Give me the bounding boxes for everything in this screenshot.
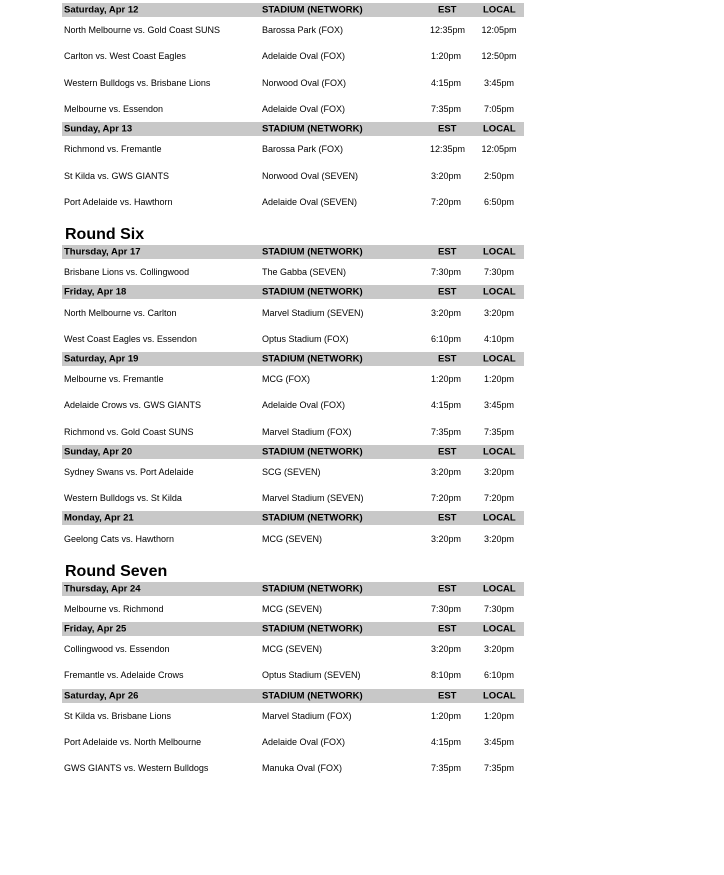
match-cell: Richmond vs. Gold Coast SUNS — [64, 426, 194, 437]
stadium-column-header: STADIUM (NETWORK) — [262, 583, 363, 595]
match-cell: Collingwood vs. Essendon — [64, 644, 170, 655]
match-cell: GWS GIANTS vs. Western Bulldogs — [64, 763, 209, 774]
venue-cell: Marvel Stadium (FOX) — [262, 426, 352, 437]
venue-cell: Adelaide Oval (SEVEN) — [262, 196, 358, 207]
local-column-header: LOCAL — [483, 123, 516, 135]
game-row — [62, 162, 524, 188]
stadium-column-header: STADIUM (NETWORK) — [262, 353, 363, 365]
est-time-cell: 4:15pm — [430, 737, 462, 748]
match-cell: St Kilda vs. GWS GIANTS — [64, 170, 170, 181]
est-time-cell: 3:20pm — [430, 307, 462, 318]
local-time-cell: 7:35pm — [483, 426, 515, 437]
round-title: Round Six — [65, 226, 145, 244]
match-cell: Brisbane Lions vs. Collingwood — [64, 267, 190, 278]
venue-cell: Manuka Oval (FOX) — [262, 763, 343, 774]
venue-cell: Adelaide Oval (FOX) — [262, 104, 346, 115]
round-heading — [62, 552, 524, 582]
est-time-cell: 12:35pm — [430, 144, 466, 155]
local-column-header: LOCAL — [483, 623, 516, 635]
est-time-cell: 3:20pm — [430, 170, 462, 181]
match-cell: Melbourne vs. Richmond — [64, 603, 164, 614]
est-column-header: EST — [438, 623, 457, 635]
game-row — [62, 662, 524, 688]
local-time-cell: 12:05pm — [481, 144, 517, 155]
venue-cell: Adelaide Oval (FOX) — [262, 737, 346, 748]
est-time-cell: 3:20pm — [430, 644, 462, 655]
est-column-header: EST — [438, 512, 457, 524]
est-time-cell: 7:30pm — [430, 267, 462, 278]
match-cell: North Melbourne vs. Gold Coast SUNS — [64, 25, 221, 36]
local-time-cell: 7:05pm — [483, 104, 515, 115]
venue-cell: Barossa Park (FOX) — [262, 144, 344, 155]
est-time-cell: 1:20pm — [430, 374, 462, 385]
day-label: Saturday, Apr 19 — [64, 353, 139, 365]
est-column-header: EST — [438, 446, 457, 458]
est-column-header: EST — [438, 246, 457, 258]
game-row — [62, 189, 524, 215]
local-time-cell: 2:50pm — [483, 170, 515, 181]
match-cell: Adelaide Crows vs. GWS GIANTS — [64, 400, 202, 411]
day-label: Thursday, Apr 17 — [64, 246, 141, 258]
day-header-row — [62, 511, 524, 525]
day-header-row — [62, 445, 524, 459]
day-label: Friday, Apr 18 — [64, 286, 127, 298]
game-row — [62, 392, 524, 418]
game-row — [62, 525, 524, 551]
game-row — [62, 17, 524, 43]
est-time-cell: 1:20pm — [430, 710, 462, 721]
game-row — [62, 70, 524, 96]
local-time-cell: 3:20pm — [483, 533, 515, 544]
local-column-header: LOCAL — [483, 583, 516, 595]
local-column-header: LOCAL — [483, 286, 516, 298]
game-row — [62, 636, 524, 662]
venue-cell: Adelaide Oval (FOX) — [262, 51, 346, 62]
day-header-row — [62, 622, 524, 636]
game-row — [62, 485, 524, 511]
local-time-cell: 3:45pm — [483, 400, 515, 411]
match-cell: Geelong Cats vs. Hawthorn — [64, 533, 175, 544]
est-time-cell: 8:10pm — [430, 670, 462, 681]
game-row — [62, 259, 524, 285]
stadium-column-header: STADIUM (NETWORK) — [262, 446, 363, 458]
est-time-cell: 6:10pm — [430, 333, 462, 344]
local-column-header: LOCAL — [483, 446, 516, 458]
game-row — [62, 419, 524, 445]
est-column-header: EST — [438, 583, 457, 595]
venue-cell: MCG (FOX) — [262, 374, 310, 385]
venue-cell: Optus Stadium (FOX) — [262, 333, 349, 344]
local-time-cell: 3:20pm — [483, 307, 515, 318]
game-row — [62, 299, 524, 325]
local-column-header: LOCAL — [483, 246, 516, 258]
local-time-cell: 7:30pm — [483, 267, 515, 278]
day-label: Thursday, Apr 24 — [64, 583, 141, 595]
local-time-cell: 7:30pm — [483, 603, 515, 614]
local-time-cell: 6:50pm — [483, 196, 515, 207]
local-time-cell: 4:10pm — [483, 333, 515, 344]
match-cell: Melbourne vs. Essendon — [64, 104, 164, 115]
venue-cell: Norwood Oval (SEVEN) — [262, 170, 359, 181]
match-cell: North Melbourne vs. Carlton — [64, 307, 177, 318]
local-time-cell: 3:20pm — [483, 644, 515, 655]
match-cell: Fremantle vs. Adelaide Crows — [64, 670, 184, 681]
local-time-cell: 7:20pm — [483, 493, 515, 504]
est-time-cell: 7:35pm — [430, 426, 462, 437]
venue-cell: Marvel Stadium (SEVEN) — [262, 307, 364, 318]
venue-cell: Marvel Stadium (SEVEN) — [262, 493, 364, 504]
day-label: Saturday, Apr 12 — [64, 4, 139, 16]
est-column-header: EST — [438, 4, 457, 16]
stadium-column-header: STADIUM (NETWORK) — [262, 690, 363, 702]
day-header-row — [62, 245, 524, 259]
stadium-column-header: STADIUM (NETWORK) — [262, 246, 363, 258]
est-time-cell: 1:20pm — [430, 51, 462, 62]
est-column-header: EST — [438, 123, 457, 135]
game-row — [62, 729, 524, 755]
local-column-header: LOCAL — [483, 4, 516, 16]
day-label: Sunday, Apr 13 — [64, 123, 133, 135]
game-row — [62, 755, 524, 781]
stadium-column-header: STADIUM (NETWORK) — [262, 623, 363, 635]
local-time-cell: 3:45pm — [483, 737, 515, 748]
venue-cell: Barossa Park (FOX) — [262, 25, 344, 36]
game-row — [62, 596, 524, 622]
round-heading — [62, 215, 524, 245]
venue-cell: The Gabba (SEVEN) — [262, 267, 347, 278]
day-header-row — [62, 689, 524, 703]
local-time-cell: 12:50pm — [481, 51, 517, 62]
day-header-row — [62, 3, 524, 17]
venue-cell: SCG (SEVEN) — [262, 467, 321, 477]
est-time-cell: 7:35pm — [430, 763, 462, 774]
local-column-header: LOCAL — [483, 353, 516, 365]
game-row — [62, 459, 524, 485]
est-time-cell: 4:15pm — [430, 400, 462, 411]
est-column-header: EST — [438, 690, 457, 702]
day-label: Saturday, Apr 26 — [64, 690, 139, 702]
day-header-row — [62, 122, 524, 136]
est-time-cell: 4:15pm — [430, 77, 462, 88]
game-row — [62, 326, 524, 352]
local-column-header: LOCAL — [483, 512, 516, 524]
local-time-cell: 12:05pm — [481, 25, 517, 36]
day-label: Monday, Apr 21 — [64, 512, 134, 524]
game-row — [62, 136, 524, 162]
match-cell: Sydney Swans vs. Port Adelaide — [64, 467, 194, 477]
day-header-row — [62, 582, 524, 596]
match-cell: Port Adelaide vs. North Melbourne — [64, 737, 202, 748]
stadium-column-header: STADIUM (NETWORK) — [262, 123, 363, 135]
round-title: Round Seven — [65, 562, 168, 580]
day-label: Friday, Apr 25 — [64, 623, 127, 635]
local-time-cell: 7:35pm — [483, 763, 515, 774]
game-row — [62, 366, 524, 392]
est-column-header: EST — [438, 353, 457, 365]
venue-cell: Optus Stadium (SEVEN) — [262, 670, 361, 681]
est-time-cell: 3:20pm — [430, 467, 462, 477]
local-time-cell: 1:20pm — [483, 374, 515, 385]
fixture-table — [62, 3, 524, 782]
stadium-column-header: STADIUM (NETWORK) — [262, 286, 363, 298]
stadium-column-header: STADIUM (NETWORK) — [262, 4, 363, 16]
est-column-header: EST — [438, 286, 457, 298]
est-time-cell: 7:20pm — [430, 196, 462, 207]
match-cell: Carlton vs. West Coast Eagles — [64, 51, 186, 62]
local-time-cell: 1:20pm — [483, 710, 515, 721]
venue-cell: MCG (SEVEN) — [262, 533, 323, 544]
est-time-cell: 12:35pm — [430, 25, 466, 36]
game-row — [62, 96, 524, 122]
stadium-column-header: STADIUM (NETWORK) — [262, 512, 363, 524]
venue-cell: MCG (SEVEN) — [262, 603, 323, 614]
est-time-cell: 7:30pm — [430, 603, 462, 614]
est-time-cell: 7:35pm — [430, 104, 462, 115]
day-header-row — [62, 352, 524, 366]
venue-cell: Adelaide Oval (FOX) — [262, 400, 346, 411]
local-time-cell: 3:45pm — [483, 77, 515, 88]
match-cell: St Kilda vs. Brisbane Lions — [64, 710, 172, 721]
game-row — [62, 43, 524, 69]
est-time-cell: 7:20pm — [430, 493, 462, 504]
match-cell: Melbourne vs. Fremantle — [64, 374, 164, 385]
match-cell: Western Bulldogs vs. St Kilda — [64, 493, 182, 504]
est-time-cell: 3:20pm — [430, 533, 462, 544]
day-label: Sunday, Apr 20 — [64, 446, 133, 458]
local-time-cell: 3:20pm — [483, 467, 515, 477]
venue-cell: Marvel Stadium (FOX) — [262, 710, 352, 721]
venue-cell: MCG (SEVEN) — [262, 644, 323, 655]
match-cell: Richmond vs. Fremantle — [64, 144, 162, 155]
match-cell: Western Bulldogs vs. Brisbane Lions — [64, 77, 211, 88]
venue-cell: Norwood Oval (FOX) — [262, 77, 347, 88]
local-time-cell: 6:10pm — [483, 670, 515, 681]
match-cell: Port Adelaide vs. Hawthorn — [64, 196, 173, 207]
match-cell: West Coast Eagles vs. Essendon — [64, 333, 197, 344]
game-row — [62, 703, 524, 729]
day-header-row — [62, 285, 524, 299]
local-column-header: LOCAL — [483, 690, 516, 702]
